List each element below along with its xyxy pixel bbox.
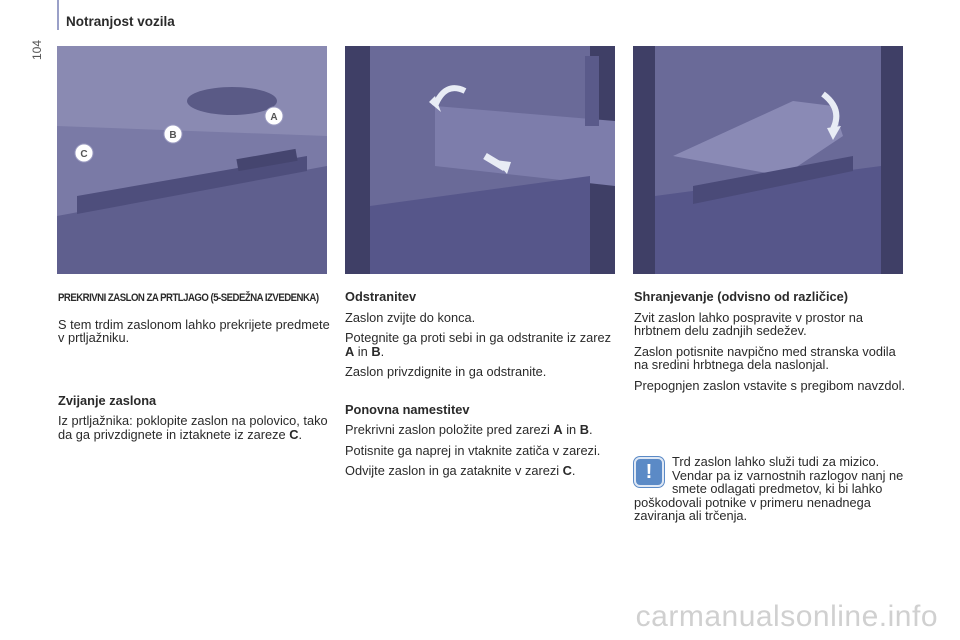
warning-icon: ! xyxy=(634,457,664,487)
remove-heading: Odstranitev xyxy=(345,289,417,304)
remove-step-1: Zaslon zvijte do konca. xyxy=(345,309,476,325)
photo-luggage-cover-slots xyxy=(57,46,327,274)
watermark: carmanualsonline.info xyxy=(635,600,938,633)
refit-step-1: Prekrivni zaslon položite pred zarezi A in B. xyxy=(345,422,593,437)
roll-text: Iz prtljažnika: poklopite zaslon na polovico, tako da ga privzdignete in iztaknete iz zareze C. xyxy=(58,413,328,442)
store-step-2: Zaslon potisnite navpično med stranska vodila na sredini hrbtnega dela naslonjal. xyxy=(634,343,896,372)
store-heading: Shranjevanje (odvisno od različice) xyxy=(634,289,849,304)
store-step-3: Prepognjen zaslon vstavite s pregibom navzdol. xyxy=(634,377,906,393)
remove-step-2: Potegnite ga proti sebi in ga odstranite iz zarez A in B. xyxy=(345,330,612,359)
remove-step-3: Zaslon privzdignite in ga odstranite. xyxy=(345,364,547,379)
header-accent-bar xyxy=(57,0,59,30)
warning-text: Trd zaslon lahko služi tudi za mizico. Vendar pa iz varnostnih razlogov nanj ne smete odlagati predmetov, ki bi lahko poškodovali potnike v primeru nenadnega zaviranja ali trčenja. xyxy=(634,454,904,523)
store-step-1: Zvit zaslon lahko pospravite v prostor na hrbtnem delu zadnjih sedežev. xyxy=(634,309,864,338)
photo-cover-storage xyxy=(633,46,903,274)
label-a: A xyxy=(270,112,278,123)
refit-step-2: Potisnite ga naprej in vtaknite zatiča v zarezi. xyxy=(345,442,601,458)
column-intro xyxy=(58,292,330,448)
refit-step-3: Odvijte zaslon in ga zataknite v zarezi C. xyxy=(345,463,576,478)
photo-cover-removal xyxy=(345,46,615,274)
page-number: 104 xyxy=(30,39,44,60)
intro-text: S tem trdim zaslonom lahko prekrijete predmete v prtljažniku. xyxy=(58,316,330,345)
warning-note xyxy=(634,455,906,523)
column-removal xyxy=(345,290,615,485)
roll-heading: Zvijanje zaslona xyxy=(58,392,157,408)
refit-heading: Ponovna namestitev xyxy=(345,401,470,417)
label-c: C xyxy=(80,149,88,160)
column-storage xyxy=(634,290,906,399)
page-header: Notranjost vozila xyxy=(66,14,175,29)
section-title: PREKRIVNI ZASLON ZA PRTLJAGO (5-SEDEŽNA IZVEDENKA) xyxy=(58,292,319,304)
label-b: B xyxy=(169,130,177,141)
